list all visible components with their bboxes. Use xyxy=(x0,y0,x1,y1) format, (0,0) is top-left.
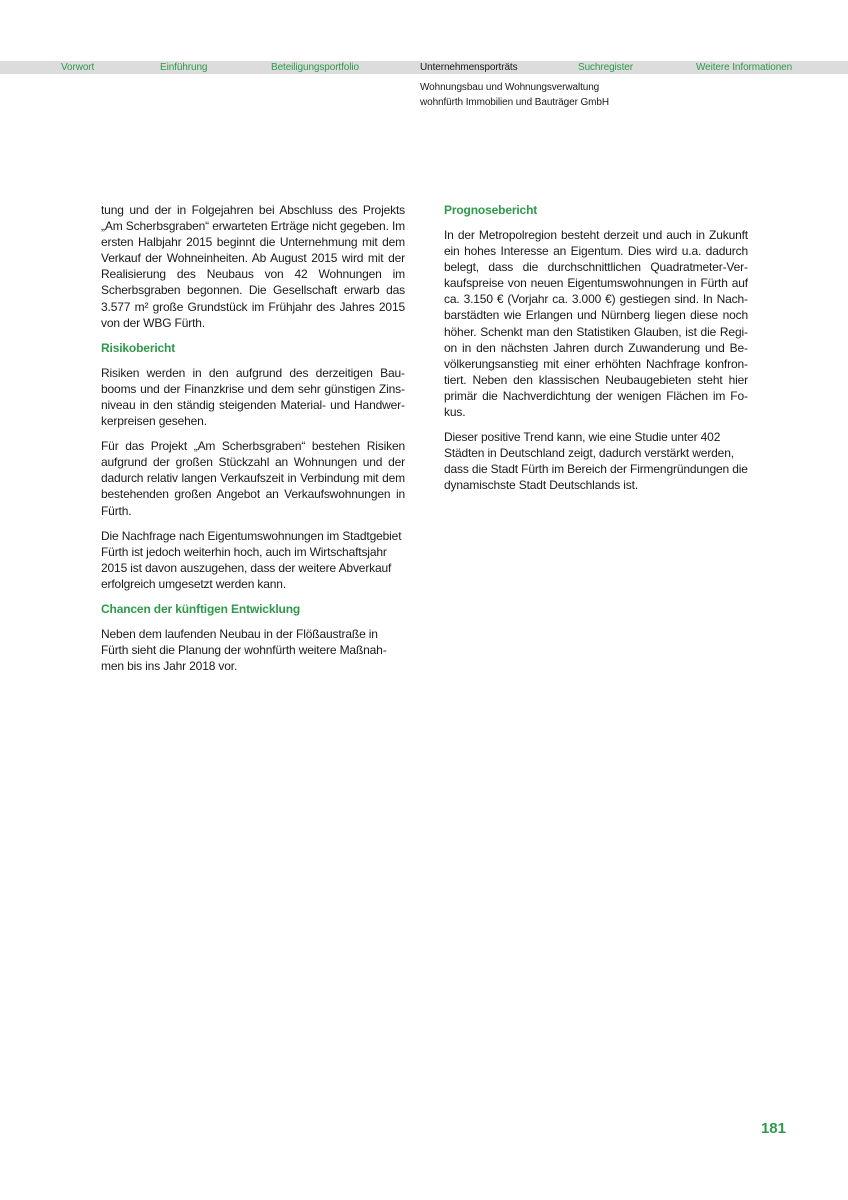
right-text-column xyxy=(444,202,748,503)
nav-item-weitere-informationen[interactable]: Weitere Informationen xyxy=(696,62,793,73)
forecast-report-heading: Prognosebericht xyxy=(444,203,538,217)
page-number: 181 xyxy=(760,1120,786,1137)
chances-heading: Chancen der künftigen Entwicklung xyxy=(101,601,301,616)
section-navigation-bar xyxy=(0,61,848,74)
chances-paragraph: Neben dem laufenden Neubau in der Flößaustraße in Fürth sieht die Planung der wohnfürth weitere Maßnahmen bis ins Jahr 2018 vor. xyxy=(101,626,387,674)
company-name: wohnfürth Immobilien und Bauträger GmbH xyxy=(420,97,609,108)
forecast-paragraph: Dieser positive Trend kann, wie eine Studie unter 402 Städten in Deutschland zeigt, dadurch verstärkt werden, dass die Stadt Fürth im Bereich der Firmengründungen die dynamischste Stadt Deutschlands ist. xyxy=(444,430,748,493)
section-category: Wohnungsbau und Wohnungsverwaltung xyxy=(420,82,600,93)
nav-item-unternehmensportraets[interactable]: Unternehmensporträts xyxy=(420,62,518,73)
risk-report-heading: Risikobericht xyxy=(101,340,176,355)
nav-item-vorwort[interactable]: Vorwort xyxy=(61,62,95,73)
risk-paragraph: Risiken werden in den aufgrund des derzeitigen Baubooms und der Finanzkrise und dem sehr günstigen Zinsniveau in den ständig steigenden Material- und Handwerkerpreisen gesehen. xyxy=(101,365,405,429)
intro-paragraph: tung und der in Folgejahren bei Abschluss des Projekts „Am Scherbsgraben“ erwarteten Erträge nicht gegeben. Im ersten Halbjahr 2015 beginnt die Unternehmung mit dem Verkauf der Wohneinheiten. Ab August 2015 wird mit der Realisierung des Neubaus von 42 Wohnungen im Scherbsgraben begonnen. Die Gesellschaft erwarb das 3.577 m² große Grundstück im Frühjahr des Jahres 2015 von der WBG Fürth. xyxy=(101,203,405,330)
nav-item-einfuehrung[interactable]: Einführung xyxy=(160,62,208,73)
nav-item-beteiligungsportfolio[interactable]: Beteiligungsportfolio xyxy=(271,62,359,73)
left-text-column xyxy=(101,202,405,683)
forecast-paragraph: In der Metropolregion besteht derzeit und auch in Zukunft ein hohes Interesse an Eigentum. Dies wird u.a. dadurch belegt, dass die durchschnittlichen Quadratmeter-Verkaufspreise von neuen Eigentumswohnungen in Fürth auf ca. 3.150 € (Vorjahr ca. 3.000 €) gestiegen sind. In Nachbarstädten wie Erlangen und Nürnberg liegen diese noch höher. Schenkt man den Statistiken Glauben, ist die Region in den nächsten Jahren durch Zuwanderung und Bevölkerungsanstieg mit einer erhöhten Nachfrage konfrontiert. Neben den klassischen Neubaugebieten steht hier primär die Nachverdichtung der wenigen Flächen im Fokus. xyxy=(444,228,748,420)
risk-paragraph: Die Nachfrage nach Eigentumswohnungen im Stadtgebiet Fürth ist jedoch weiterhin hoch, auch im Wirtschaftsjahr 2015 ist davon auszugehen, dass der weitere Abverkauf erfolgreich umgesetzt werden kann. xyxy=(101,528,402,591)
risk-paragraph: Für das Projekt „Am Scherbsgraben“ bestehen Risiken aufgrund der großen Stückzahl an Wohnungen und der dadurch relativ langen Verkaufszeit in Verbindung mit dem bestehenden großen Angebot an Verkaufswohnungen in Fürth. xyxy=(101,439,405,518)
section-subtitle xyxy=(420,80,609,110)
nav-item-suchregister[interactable]: Suchregister xyxy=(578,62,633,73)
